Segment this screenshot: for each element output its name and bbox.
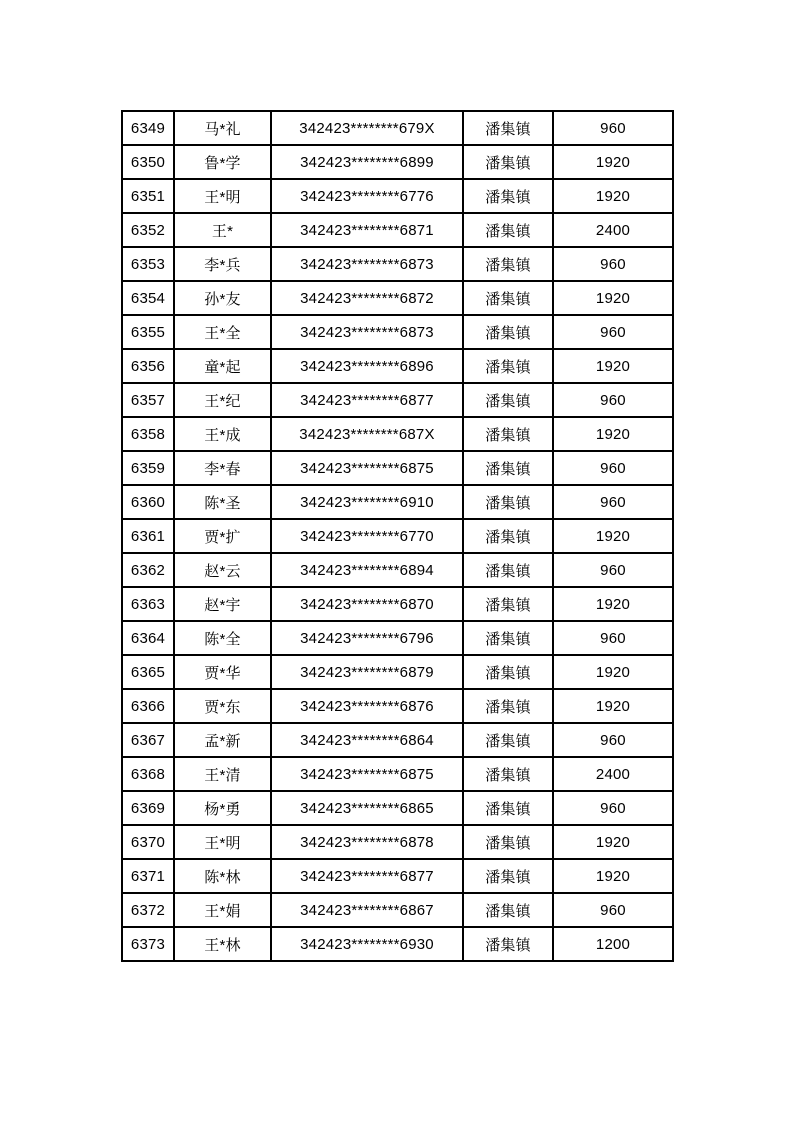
cell-town: 潘集镇 <box>463 621 553 655</box>
table-row <box>122 621 673 655</box>
cell-name: 马*礼 <box>174 111 271 145</box>
cell-serial-number: 6361 <box>122 519 174 553</box>
cell-serial-number: 6371 <box>122 859 174 893</box>
table-row <box>122 451 673 485</box>
cell-amount: 960 <box>553 485 673 519</box>
cell-id-number: 342423********687X <box>271 417 463 451</box>
cell-town: 潘集镇 <box>463 587 553 621</box>
cell-town: 潘集镇 <box>463 485 553 519</box>
table-row <box>122 519 673 553</box>
cell-id-number: 342423********6776 <box>271 179 463 213</box>
cell-id-number: 342423********6878 <box>271 825 463 859</box>
cell-id-number: 342423********6870 <box>271 587 463 621</box>
table-row <box>122 927 673 961</box>
cell-name: 李*春 <box>174 451 271 485</box>
cell-id-number: 342423********679X <box>271 111 463 145</box>
cell-amount: 960 <box>553 247 673 281</box>
cell-name: 贾*华 <box>174 655 271 689</box>
cell-amount: 1920 <box>553 825 673 859</box>
cell-amount: 1920 <box>553 587 673 621</box>
cell-name: 王*娟 <box>174 893 271 927</box>
cell-town: 潘集镇 <box>463 893 553 927</box>
cell-id-number: 342423********6910 <box>271 485 463 519</box>
cell-town: 潘集镇 <box>463 383 553 417</box>
cell-name: 童*起 <box>174 349 271 383</box>
cell-town: 潘集镇 <box>463 553 553 587</box>
cell-serial-number: 6352 <box>122 213 174 247</box>
cell-id-number: 342423********6871 <box>271 213 463 247</box>
cell-id-number: 342423********6930 <box>271 927 463 961</box>
cell-amount: 960 <box>553 111 673 145</box>
cell-amount: 1920 <box>553 689 673 723</box>
cell-name: 王*全 <box>174 315 271 349</box>
cell-serial-number: 6349 <box>122 111 174 145</box>
table-row <box>122 145 673 179</box>
cell-serial-number: 6367 <box>122 723 174 757</box>
cell-amount: 1920 <box>553 281 673 315</box>
cell-town: 潘集镇 <box>463 519 553 553</box>
cell-id-number: 342423********6770 <box>271 519 463 553</box>
cell-id-number: 342423********6879 <box>271 655 463 689</box>
cell-id-number: 342423********6873 <box>271 247 463 281</box>
cell-serial-number: 6363 <box>122 587 174 621</box>
cell-serial-number: 6354 <box>122 281 174 315</box>
cell-town: 潘集镇 <box>463 825 553 859</box>
cell-town: 潘集镇 <box>463 723 553 757</box>
cell-serial-number: 6355 <box>122 315 174 349</box>
cell-town: 潘集镇 <box>463 451 553 485</box>
cell-name: 王* <box>174 213 271 247</box>
cell-id-number: 342423********6872 <box>271 281 463 315</box>
cell-town: 潘集镇 <box>463 417 553 451</box>
cell-id-number: 342423********6875 <box>271 451 463 485</box>
cell-amount: 1920 <box>553 417 673 451</box>
cell-name: 孟*新 <box>174 723 271 757</box>
table-row <box>122 553 673 587</box>
cell-amount: 960 <box>553 621 673 655</box>
cell-serial-number: 6353 <box>122 247 174 281</box>
cell-amount: 1920 <box>553 859 673 893</box>
cell-town: 潘集镇 <box>463 927 553 961</box>
cell-amount: 1920 <box>553 349 673 383</box>
cell-serial-number: 6358 <box>122 417 174 451</box>
cell-amount: 960 <box>553 383 673 417</box>
table-row <box>122 315 673 349</box>
cell-amount: 960 <box>553 723 673 757</box>
table-row <box>122 417 673 451</box>
cell-name: 陈*圣 <box>174 485 271 519</box>
table-body <box>122 111 673 961</box>
cell-town: 潘集镇 <box>463 179 553 213</box>
cell-amount: 1920 <box>553 519 673 553</box>
cell-town: 潘集镇 <box>463 315 553 349</box>
cell-amount: 960 <box>553 791 673 825</box>
table-row <box>122 485 673 519</box>
table-row <box>122 723 673 757</box>
cell-town: 潘集镇 <box>463 247 553 281</box>
table-row <box>122 349 673 383</box>
cell-town: 潘集镇 <box>463 145 553 179</box>
cell-town: 潘集镇 <box>463 757 553 791</box>
cell-town: 潘集镇 <box>463 655 553 689</box>
cell-amount: 1920 <box>553 145 673 179</box>
cell-amount: 1920 <box>553 655 673 689</box>
cell-town: 潘集镇 <box>463 791 553 825</box>
table-row <box>122 111 673 145</box>
cell-amount: 960 <box>553 893 673 927</box>
cell-serial-number: 6359 <box>122 451 174 485</box>
cell-town: 潘集镇 <box>463 281 553 315</box>
cell-serial-number: 6370 <box>122 825 174 859</box>
cell-serial-number: 6368 <box>122 757 174 791</box>
cell-serial-number: 6365 <box>122 655 174 689</box>
cell-amount: 1920 <box>553 179 673 213</box>
table-row <box>122 893 673 927</box>
cell-amount: 1200 <box>553 927 673 961</box>
cell-town: 潘集镇 <box>463 689 553 723</box>
cell-name: 王*纪 <box>174 383 271 417</box>
cell-amount: 2400 <box>553 213 673 247</box>
cell-serial-number: 6360 <box>122 485 174 519</box>
cell-amount: 960 <box>553 315 673 349</box>
cell-name: 陈*林 <box>174 859 271 893</box>
cell-id-number: 342423********6877 <box>271 383 463 417</box>
cell-serial-number: 6369 <box>122 791 174 825</box>
cell-id-number: 342423********6877 <box>271 859 463 893</box>
table-row <box>122 383 673 417</box>
table-row <box>122 179 673 213</box>
cell-name: 王*明 <box>174 179 271 213</box>
table-row <box>122 757 673 791</box>
cell-serial-number: 6351 <box>122 179 174 213</box>
table-row <box>122 791 673 825</box>
cell-serial-number: 6350 <box>122 145 174 179</box>
cell-name: 贾*东 <box>174 689 271 723</box>
cell-name: 王*林 <box>174 927 271 961</box>
cell-serial-number: 6372 <box>122 893 174 927</box>
cell-amount: 960 <box>553 451 673 485</box>
table-row <box>122 247 673 281</box>
table-row <box>122 587 673 621</box>
cell-serial-number: 6362 <box>122 553 174 587</box>
cell-town: 潘集镇 <box>463 349 553 383</box>
cell-name: 王*成 <box>174 417 271 451</box>
table-row <box>122 655 673 689</box>
cell-id-number: 342423********6894 <box>271 553 463 587</box>
cell-id-number: 342423********6796 <box>271 621 463 655</box>
cell-id-number: 342423********6875 <box>271 757 463 791</box>
cell-id-number: 342423********6873 <box>271 315 463 349</box>
cell-id-number: 342423********6865 <box>271 791 463 825</box>
cell-name: 赵*宇 <box>174 587 271 621</box>
cell-name: 贾*扩 <box>174 519 271 553</box>
cell-id-number: 342423********6876 <box>271 689 463 723</box>
cell-name: 陈*全 <box>174 621 271 655</box>
cell-town: 潘集镇 <box>463 213 553 247</box>
cell-name: 鲁*学 <box>174 145 271 179</box>
table-row <box>122 859 673 893</box>
table-row <box>122 213 673 247</box>
table-row <box>122 689 673 723</box>
cell-id-number: 342423********6896 <box>271 349 463 383</box>
cell-serial-number: 6364 <box>122 621 174 655</box>
cell-name: 李*兵 <box>174 247 271 281</box>
cell-serial-number: 6366 <box>122 689 174 723</box>
cell-name: 杨*勇 <box>174 791 271 825</box>
beneficiary-table <box>121 110 674 962</box>
cell-town: 潘集镇 <box>463 859 553 893</box>
cell-serial-number: 6356 <box>122 349 174 383</box>
cell-amount: 2400 <box>553 757 673 791</box>
cell-name: 赵*云 <box>174 553 271 587</box>
cell-town: 潘集镇 <box>463 111 553 145</box>
cell-id-number: 342423********6867 <box>271 893 463 927</box>
cell-serial-number: 6357 <box>122 383 174 417</box>
cell-serial-number: 6373 <box>122 927 174 961</box>
cell-name: 孙*友 <box>174 281 271 315</box>
cell-name: 王*明 <box>174 825 271 859</box>
cell-amount: 960 <box>553 553 673 587</box>
cell-id-number: 342423********6864 <box>271 723 463 757</box>
cell-name: 王*清 <box>174 757 271 791</box>
cell-id-number: 342423********6899 <box>271 145 463 179</box>
table-row <box>122 281 673 315</box>
table-row <box>122 825 673 859</box>
